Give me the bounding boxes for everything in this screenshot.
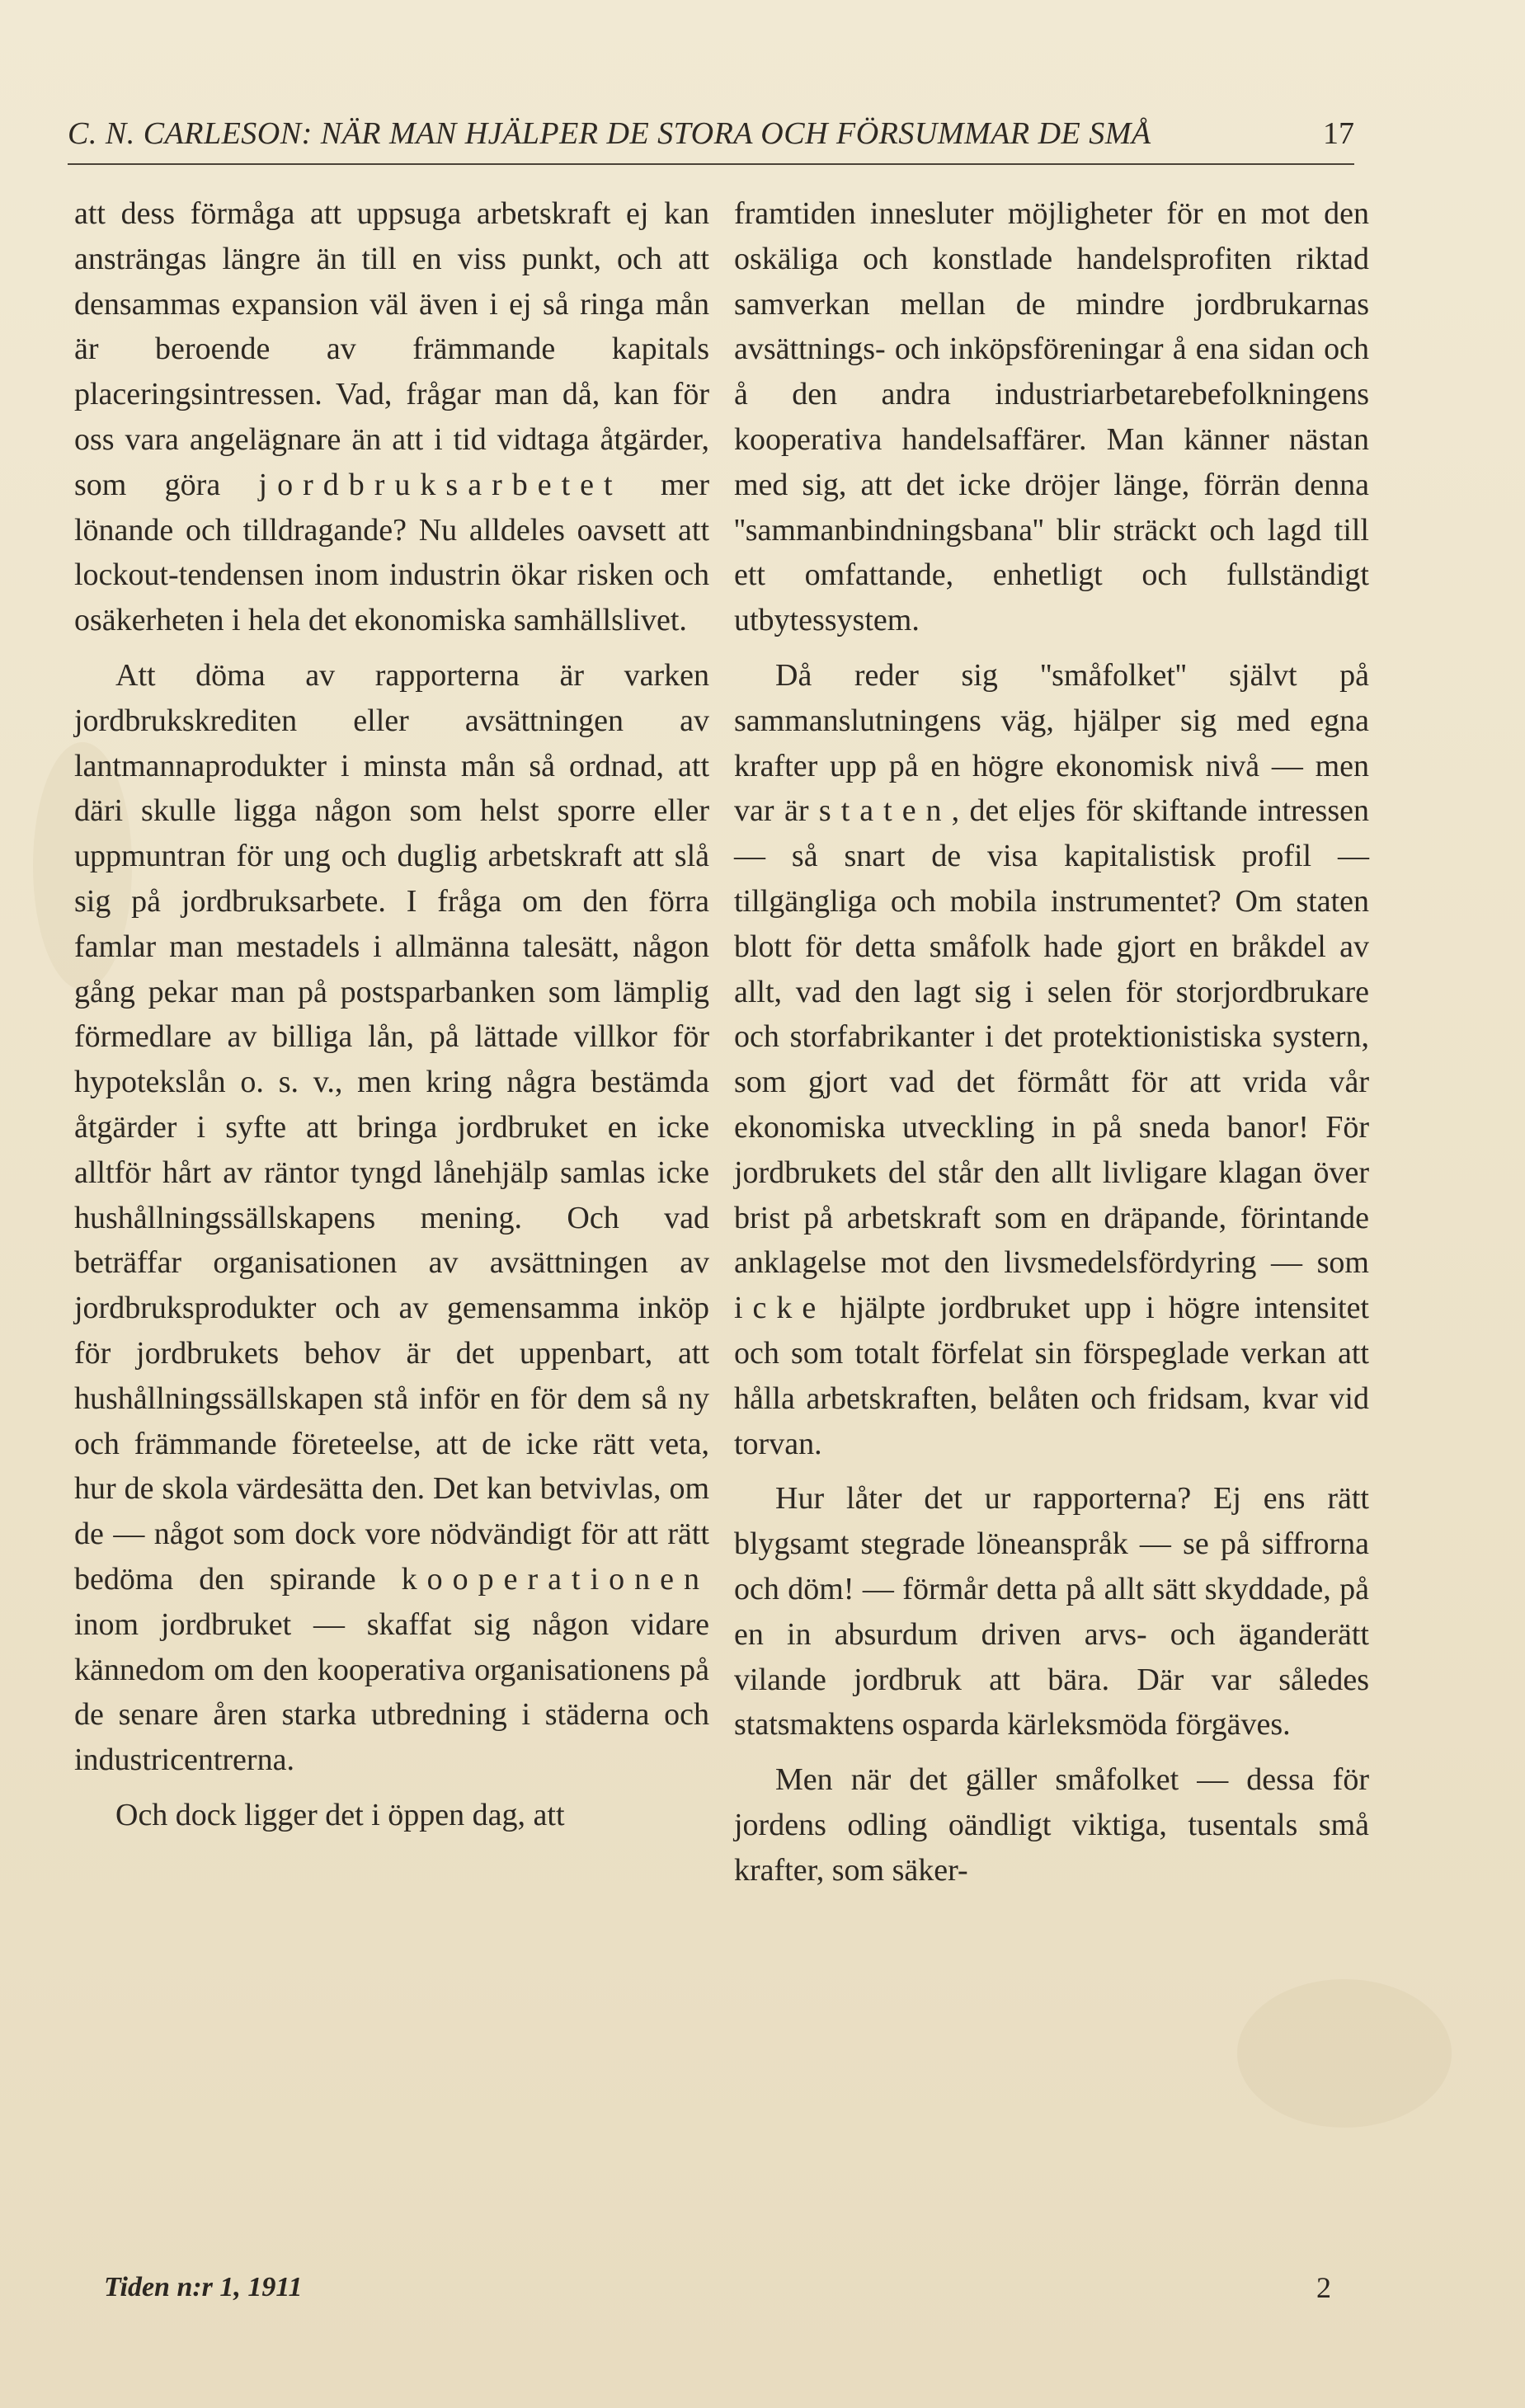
- signature-mark: 2: [1316, 2271, 1331, 2304]
- running-title: C. N. CARLESON: NÄR MAN HJÄLPER DE STORA OCH FÖRSUMMAR DE SMÅ: [68, 116, 1151, 151]
- right-p2-text-a: Då reder sig ''småfolket'' självt på sammanslutningens väg, hjälper sig med egna krafter upp på en högre ekonomisk nivå — men var är: [734, 657, 1369, 829]
- left-p1-text-a: att dess förmåga att uppsuga arbetskraft ej kan ansträngas längre än till en viss punkt, och att densammas expansion väl även i ej så ringa mån är beroende av främmande kapitals placeringsintressen. Vad, frågar man då, kan för oss vara angelägnare än att i tid vidtaga åtgärder, som göra: [74, 196, 709, 502]
- left-column: [74, 191, 709, 1848]
- right-column: [734, 191, 1369, 1902]
- header-rule: [68, 163, 1354, 165]
- running-header: [68, 115, 1354, 162]
- right-p2-text-b: , det eljes för skiftande intressen — så snart de visa kapitalistisk profil — tillgängliga och mobila instrumentet? Om staten blott för detta småfolk hade gjort en bråkdel av allt, vad den lagt sig i selen för storjordbrukare och storfabrikanter i det protektionistiska systern, som gjort vad det förmått för att vrida vår ekonomiska utveckling in på sneda banor! För jordbrukets del står den allt livligare klagan över brist på arbetskraft som en dräpande, förintande anklagelse mot den livsmedelsfördyring — som: [734, 793, 1369, 1281]
- right-paragraph-3: Hur låter det ur rapporterna? Ej ens rätt blygsamt stegrade löneanspråk — se på siffrorna och döm! — förmår detta på allt sätt skyddade, på en in absurdum driven arvs- och äganderätt vilande jordbruk att bära. Där var således statsmaktens osparda kärleksmöda förgäves.: [734, 1481, 1369, 1743]
- page-number: 17: [1323, 116, 1354, 151]
- left-p2-emphasis: kooperationen: [401, 1561, 709, 1597]
- right-paragraph-1: framtiden innesluter möjligheter för en mot den oskäliga och konstlade handelsprofiten riktad samverkan mellan de mindre jordbrukarnas avsättnings- och inköpsföreningar å ena sidan och å den andra industriarbetarebefolkningens kooperativa handelsaffärer. Man känner nästan med sig, att det icke dröjer länge, förrän denna ''sammanbindningsbana'' blir sträckt och lagd till ett omfattande, enhetligt och fullständigt utbytessystem.: [734, 196, 1369, 638]
- left-p2-text-b: inom jordbruket — skaffat sig någon vidare kännedom om den kooperativa organisationens på de senare åren starka utbredning i städerna och industricentrerna.: [74, 1606, 709, 1778]
- left-p1-text-b: mer lönande och tilldragande? Nu alldeles oavsett att lockout-tendensen inom industrin ökar risken och osäkerheten i hela det ekonomiska samhällslivet.: [74, 467, 709, 638]
- paper-stain: [1237, 1979, 1452, 2128]
- right-p2-text-c: hjälpte jordbruket upp i högre intensitet och som totalt förfelat sin förspeglade verkan att hålla arbetskraften, belåten och fridsam, kvar vid torvan.: [734, 1291, 1369, 1461]
- left-paragraph-3: Och dock ligger det i öppen dag, att: [115, 1797, 565, 1832]
- right-p2-emphasis-b: icke: [734, 1291, 826, 1326]
- right-paragraph-2: [734, 653, 1369, 1466]
- left-p1-emphasis: jordbruksarbetet: [258, 467, 623, 502]
- journal-footer: Tiden n:r 1, 1911: [104, 2272, 303, 2302]
- right-paragraph-4: Men när det gäller småfolket — dessa för jordens odling oändligt viktiga, tusentals små krafter, som säker-: [734, 1762, 1369, 1888]
- left-paragraph-2: [74, 653, 709, 1783]
- right-p2-emphasis-a: staten: [818, 793, 952, 829]
- left-p2-text-a: Att döma av rapporterna är varken jordbrukskrediten eller avsättningen av lantmannaprodukter i minsta mån så ordnad, att däri skulle ligga någon som helst sporre eller uppmuntran för ung och duglig arbetskraft att slå sig på jordbruksarbete. I fråga om den förra famlar man mestadels i allmänna talesätt, någon gång pekar man på postsparbanken som lämplig förmedlare av billiga lån, på lättade villkor för hypotekslån o. s. v., men kring några bestämda åtgärder i syfte att bringa jordbruket en icke alltför hårt av räntor tyngd lånehjälp samlas icke hushållningssällskapens mening. Och vad beträffar organisationen av avsättningen av jordbruksprodukter och av gemensamma inköp för jordbrukets behov är det uppenbart, att hushållningssällskapen stå inför en för dem så ny och främmande företeelse, att de icke rätt veta, hur de skola värdesätta den. Det kan betvivlas, om de — något som dock vore nödvändigt för att rätt bedöma den spirande: [74, 657, 709, 1597]
- left-paragraph-1: [74, 191, 709, 643]
